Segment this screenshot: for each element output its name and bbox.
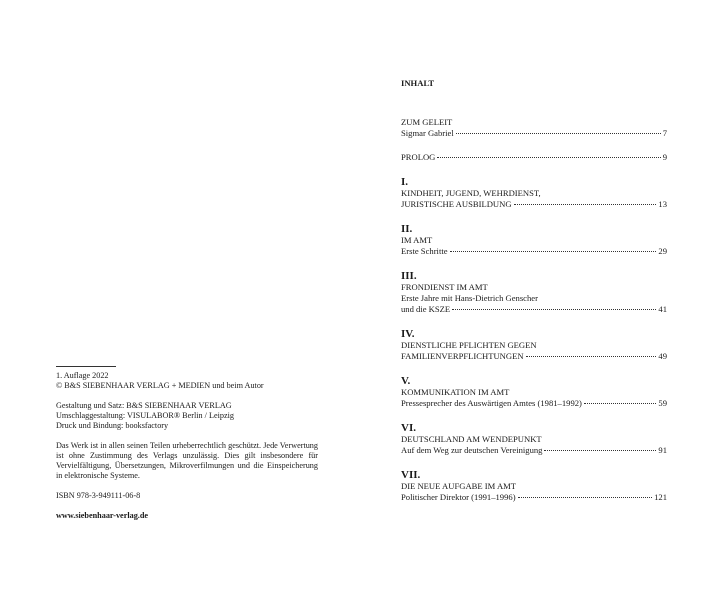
toc-page-number: 91 (658, 445, 667, 455)
toc-entry-title: PROLOG (401, 152, 436, 162)
toc-heading: ZUM GELEIT (401, 117, 453, 127)
toc-entry[interactable] (401, 128, 667, 139)
toc-heading: FRONDIENST IM AMT (401, 282, 488, 292)
toc-heading: KOMMUNIKATION IM AMT (401, 387, 510, 397)
dot-leader (450, 251, 657, 252)
toc-section-3 (401, 270, 667, 315)
dot-leader (526, 356, 657, 357)
toc-page-number: 29 (658, 246, 667, 256)
toc-page-number: 41 (658, 304, 667, 314)
toc-subheading: Erste Jahre mit Hans-Dietrich Genscher (401, 293, 538, 303)
toc-entry[interactable] (401, 398, 667, 409)
toc-page-number: 9 (662, 152, 667, 162)
toc-heading: DIE NEUE AUFGABE IM AMT (401, 481, 517, 491)
toc-page-number: 59 (658, 398, 667, 408)
toc-heading: KINDHEIT, JUGEND, WEHRDIENST, (401, 188, 541, 198)
toc-heading: DIENSTLICHE PFLICHTEN GEGEN (401, 340, 537, 350)
toc-entry[interactable] (401, 492, 667, 503)
section-number: IV. (401, 328, 415, 340)
design-line: Gestaltung und Satz: B&S SIEBENHAAR VERLAG (56, 401, 232, 410)
toc-heading: DEUTSCHLAND AM WENDEPUNKT (401, 434, 542, 444)
toc-page-number: 121 (654, 492, 667, 502)
toc-entry[interactable] (401, 152, 667, 163)
toc-entry[interactable] (401, 246, 667, 257)
copyright-line: © B&S SIEBENHAAR VERLAG + MEDIEN und beim Autor (56, 381, 264, 390)
toc-prolog (401, 152, 667, 163)
imprint-block (56, 366, 318, 521)
cover-line: Umschlaggestaltung: VISULABOR® Berlin / Leipzig (56, 411, 234, 420)
section-number: VII. (401, 469, 421, 481)
isbn-line: ISBN 978-3-949111-06-8 (56, 491, 141, 500)
toc-entry-title: Politischer Direktor (1991–1996) (401, 492, 516, 502)
imprint-rule (56, 366, 116, 367)
toc-page-number: 13 (658, 199, 667, 209)
dot-leader (437, 157, 660, 158)
toc-geleit (401, 117, 667, 139)
toc-entry-title: Pressesprecher des Auswärtigen Amtes (1981–1992) (401, 398, 582, 408)
dot-leader (514, 204, 657, 205)
toc-entry-title: Sigmar Gabriel (401, 128, 454, 138)
toc-title: INHALT (401, 78, 435, 88)
dot-leader (456, 133, 661, 134)
toc-page-number: 49 (658, 351, 667, 361)
edition-line: 1. Auflage 2022 (56, 371, 109, 380)
toc-entry-title: Auf dem Weg zur deutschen Vereinigung (401, 445, 543, 455)
toc-section-1 (401, 176, 667, 210)
dot-leader (584, 403, 656, 404)
toc-entry[interactable] (401, 351, 667, 362)
toc-section-2 (401, 223, 667, 257)
website-link[interactable]: www.siebenhaar-verlag.de (56, 511, 149, 520)
toc-entry-title: JURISTISCHE AUSBILDUNG (401, 199, 512, 209)
dot-leader (544, 450, 656, 451)
toc-page-number: 7 (662, 128, 667, 138)
toc-section-6 (401, 422, 667, 456)
section-number: V. (401, 375, 411, 387)
section-number: I. (401, 176, 409, 188)
toc-section-4 (401, 328, 667, 362)
toc-entry-title: Erste Schritte (401, 246, 448, 256)
rights-notice: Das Werk ist in allen seinen Teilen urheberrechtlich geschützt. Jede Verwertung ist ohne Zustimmung des Verlags unzulässig. Dies gilt insbesondere für Vervielfältigung, Übersetzungen, Mikroverfilmungen und die Einspeicherung in elektronische Systeme. (56, 441, 318, 480)
toc-section-5 (401, 375, 667, 409)
toc-entry[interactable] (401, 199, 667, 210)
toc-entry-title: und die KSZE (401, 304, 451, 314)
print-line: Druck und Bindung: booksfactory (56, 421, 169, 430)
toc-entry-title: FAMILIENVERPFLICHTUNGEN (401, 351, 524, 361)
table-of-contents (401, 78, 667, 516)
toc-section-7 (401, 469, 667, 503)
section-number: VI. (401, 422, 416, 434)
section-number: II. (401, 223, 413, 235)
dot-leader (518, 497, 653, 498)
dot-leader (452, 309, 656, 310)
toc-heading: IM AMT (401, 235, 433, 245)
toc-entry[interactable] (401, 304, 667, 315)
section-number: III. (401, 270, 417, 282)
toc-entry[interactable] (401, 445, 667, 456)
